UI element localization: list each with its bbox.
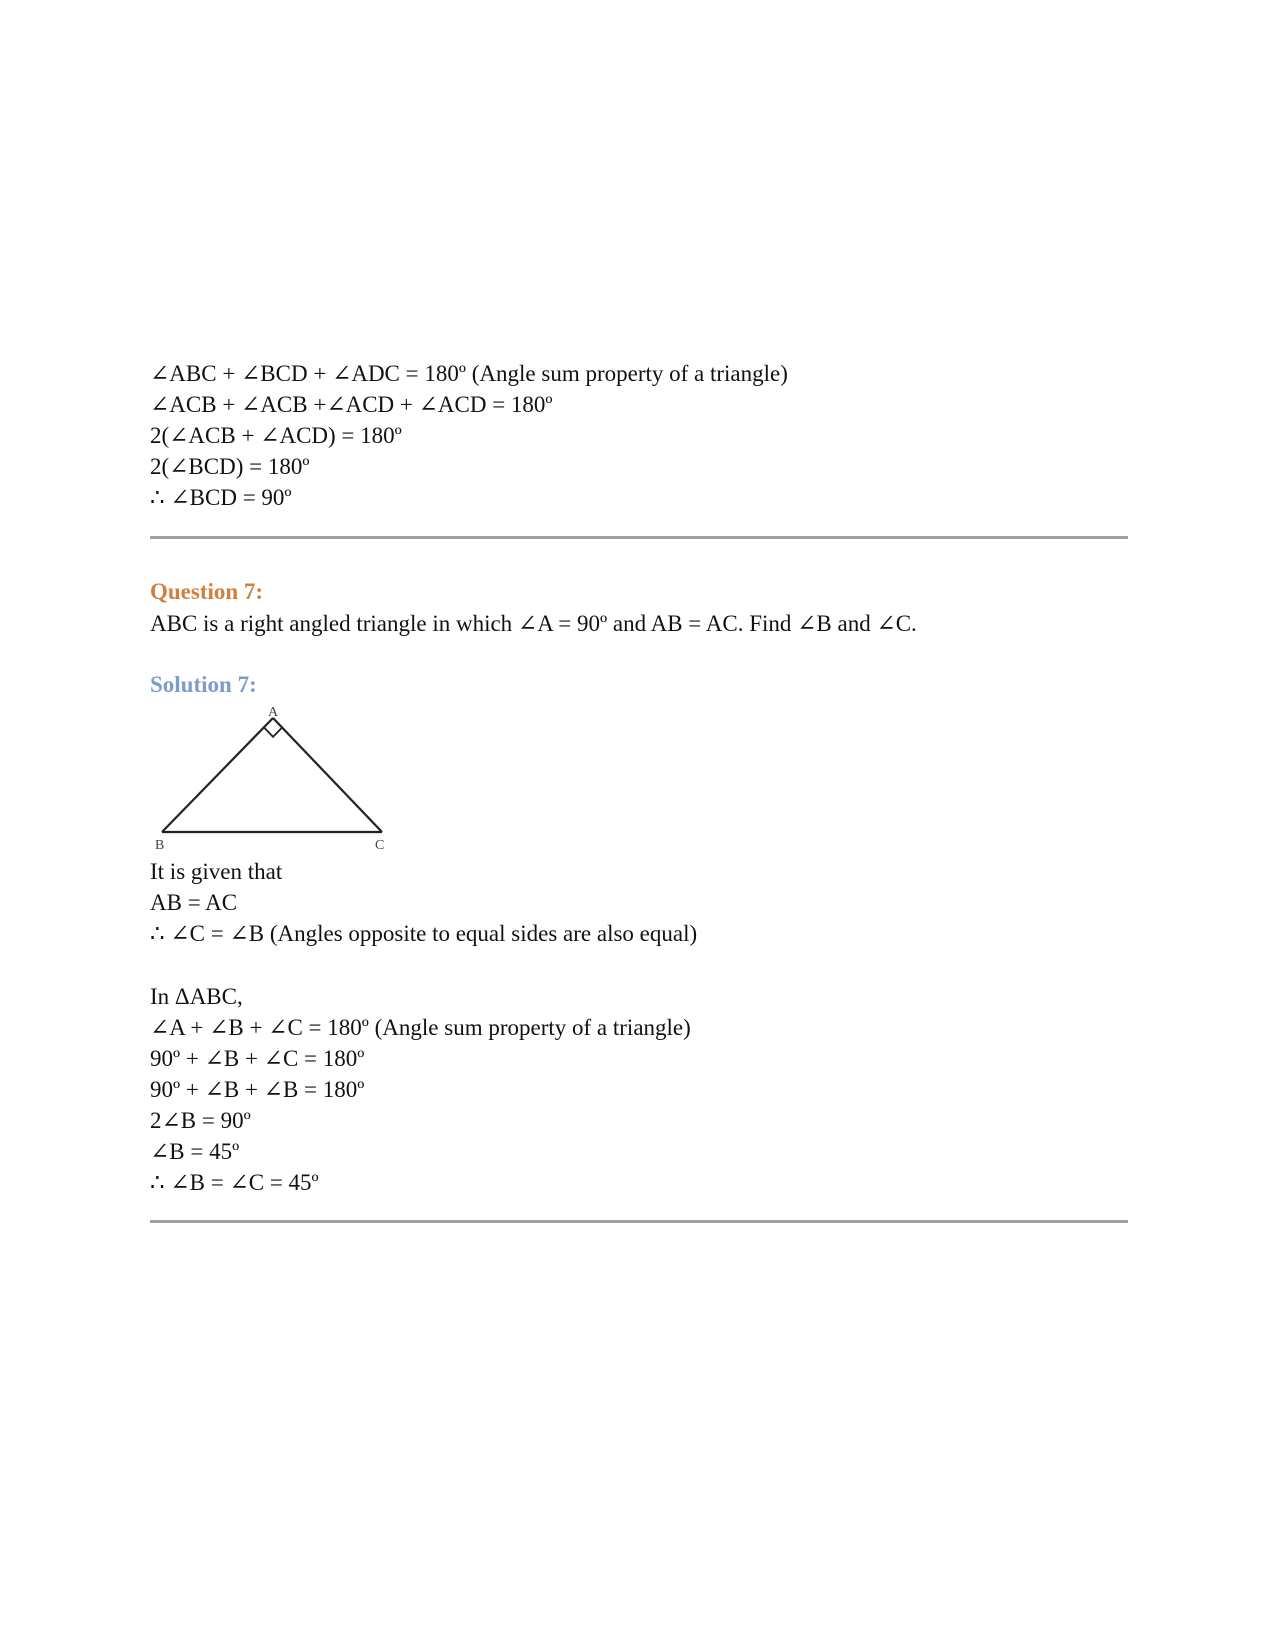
vertex-label-b: B <box>155 838 165 853</box>
vertex-label-a: A <box>268 705 279 720</box>
vertex-label-c: C <box>375 838 385 853</box>
question-heading: Question 7: <box>150 579 264 604</box>
solution-line-8: 2∠B = 90º <box>150 1108 251 1133</box>
prev-solution-line-3: 2(∠ACB + ∠ACD) = 180º <box>150 423 402 448</box>
section-divider-bottom <box>150 1220 1128 1223</box>
prev-solution-line-5: ∴ ∠BCD = 90º <box>150 485 292 510</box>
side-ac <box>273 718 382 832</box>
solution-line-2: AB = AC <box>150 890 238 915</box>
section-divider-top <box>150 536 1128 539</box>
solution-line-3: ∴ ∠C = ∠B (Angles opposite to equal sides are also equal) <box>150 921 698 946</box>
right-angle-marker <box>264 727 282 736</box>
solution-line-9: ∠B = 45º <box>150 1139 240 1164</box>
prev-solution-line-2: ∠ACB + ∠ACB +∠ACD + ∠ACD = 180º <box>150 392 553 417</box>
solution-line-1: It is given that <box>150 859 283 884</box>
prev-solution-line-4: 2(∠BCD) = 180º <box>150 454 310 479</box>
solution-heading: Solution 7: <box>150 672 257 697</box>
solution-line-6: 90º + ∠B + ∠C = 180º <box>150 1046 365 1071</box>
question-text: ABC is a right angled triangle in which ∠A = 90º and AB = AC. Find ∠B and ∠C. <box>150 611 917 636</box>
triangle-diagram <box>150 704 390 854</box>
triangle-figure <box>150 704 390 854</box>
side-ab <box>162 718 273 832</box>
solution-line-10: ∴ ∠B = ∠C = 45º <box>150 1170 319 1195</box>
prev-solution-line-1: ∠ABC + ∠BCD + ∠ADC = 180º (Angle sum property of a triangle) <box>150 361 788 386</box>
solution-line-7: 90º + ∠B + ∠B = 180º <box>150 1077 365 1102</box>
solution-line-5: ∠A + ∠B + ∠C = 180º (Angle sum property of a triangle) <box>150 1015 691 1040</box>
solution-line-4: In ΔABC, <box>150 984 243 1009</box>
